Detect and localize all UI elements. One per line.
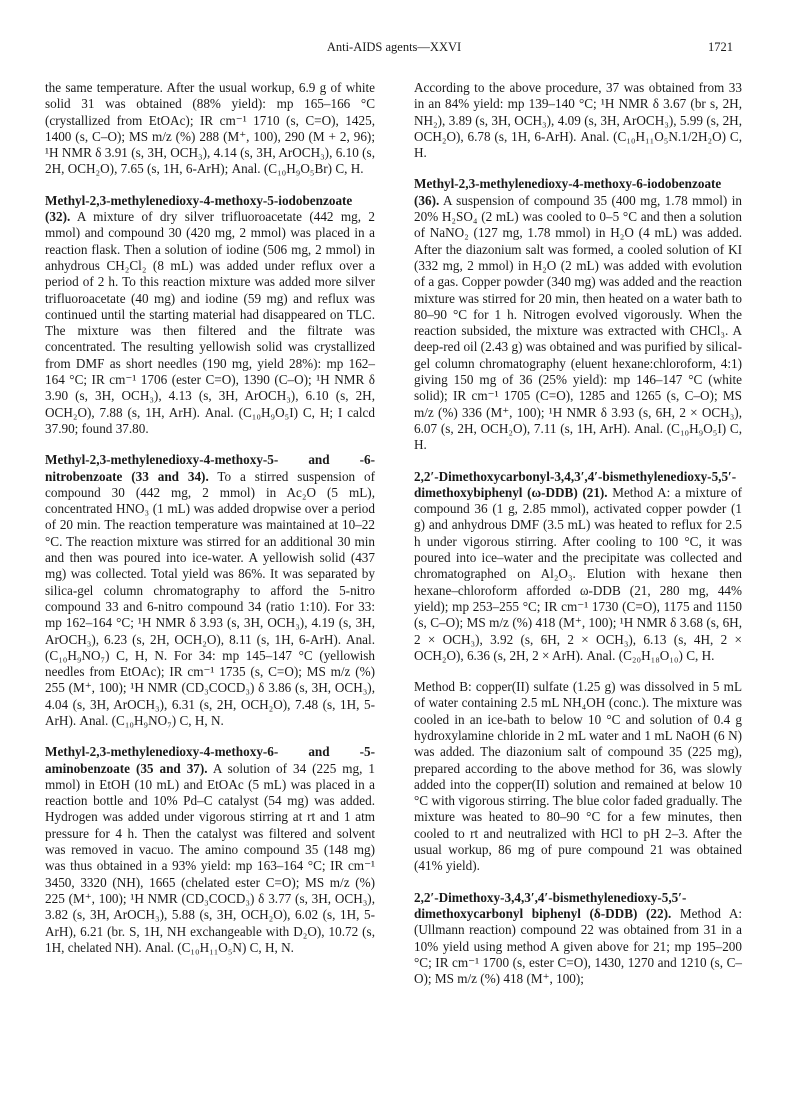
paragraph — [414, 469, 742, 665]
paragraph — [45, 744, 375, 956]
left-column — [45, 80, 375, 971]
paragraph-title: Methyl-2,3-methylenedioxy-4-methoxy-5-iodobenzoate (32). — [45, 192, 353, 225]
paragraph — [414, 679, 742, 875]
paragraph-text: According to the above procedure, 37 was obtained from 33 in an 84% yield: mp 139–140 °C; ¹H NMR δ 3.67 (br s, 2H, NH₂), 3.89 (s, 3H, OCH₃), 4.09 (s, 3H, ArOCH₃), 5.99 (s, 2H, OCH₂O), 6.78 (s, 1H, 6-ArH). Anal. (C₁₀H₁₁O₅N.1/2H₂O) C, H. — [414, 80, 742, 161]
paragraph-title: 2,2′-Dimethoxycarbonyl-3,4,3′,4′-bismethylenedioxy-5,5′-dimethoxybiphenyl (ω-DDB) (21). — [414, 468, 737, 500]
paragraph-text: Method B: copper(II) sulfate (1.25 g) was dissolved in 5 mL of water containing 2.5 mL NH₄OH (conc.). The mixture was cooled in an ice-bath to below 10 °C and solution of 0.4 g hydroxylamine chloride in 2 mL water and 1 mL NaOH (6 N) was added. The diazonium salt of compound 35 (225 mg), prepared according to the above method for 36, was slowly added into the copper(II) solution and remained at below 10 °C with vigorous stirring. The blue color faded gradually. The mixture was heated to 80–90 °C for a few minutes, then cooled to rt and neutralized with HCl to pH 2–3. After the usual workup, 86 mg of pure compound 21 was obtained (41% yield). — [414, 679, 742, 874]
paragraph — [414, 176, 742, 453]
paragraph-text: A solution of 34 (225 mg, 1 mmol) in EtOH (10 mL) and EtOAc (5 mL) was placed in a reaction bottle and 10% Pd–C catalyst (54 mg) was added. Hydrogen was added under vigorous stirring at rt and 1 atm pressure for 4 h. Then the catalyst was filtered and solvent was removed in vacuo. The amino compound 35 (148 mg) was thus obtained in a 93% yield: mp 163–164 °C; IR cm⁻¹ 3450, 3320 (NH), 1665 (chelated ester C=O); MS m/z (%) 225 (M⁺, 100); ¹H NMR (CD₃COCD₃) δ 3.77 (s, 3H, OCH₃), 3.82 (s, 3H, ArOCH₃), 5.88 (s, 3H, OCH₂O), 6.02 (s, 1H, 5-ArH), 6.21 (br. S, 1H, NH exchangeable with D₂O), 10.72 (s, 1H, chelated NH). Anal. (C₁₀H₁₁O₅N) C, H, N. — [45, 760, 375, 955]
page-number: 1721 — [708, 40, 733, 54]
paragraph-title: Methyl-2,3-methylenedioxy-4-methoxy-6- and -5-aminobenzoate (35 and 37). — [45, 744, 375, 776]
paragraph-text: A mixture of dry silver trifluoroacetate (442 mg, 2 mmol) and compound 30 (420 mg, 2 mmol) was placed in a reaction flask. Then a solution of iodine (506 mg, 2 mmol) in anhydrous CH₂Cl₂ (8 mL) was added under reflux over a period of 2 h. To this reaction mixture was added more silver trifluoroacetate (40 mg) and iodine (59 mg) and reflux was continued until the starting material had disappeared on TLC. The mixture was then filtered and the filtrate was concentrated. The resulting yellowish solid was crystallized from DMF as short needles (190 mg, yield 28%): mp 162–164 °C; IR cm⁻¹ 1706 (ester C=O), 1390 (C–O); ¹H NMR δ 3.90 (s, 3H, OCH₃), 4.13 (s, 3H, ArOCH₃), 6.10 (s, 2H, OCH₂O), 7.88 (s, 1H, ArH). Anal. (C₁₀H₉O₅I) C, H; I calcd 37.90; found 37.80. — [45, 209, 375, 436]
paragraph — [45, 80, 375, 178]
paragraph-text: A suspension of compound 35 (400 mg, 1.78 mmol) in 20% H₂SO₄ (2 mL) was cooled to 0–5 °C and then a solution of NaNO₂ (127 mg, 1.78 mmol) in H₂O (4 mL) was added. After the diazonium salt was formed, a cooled solution of KI (332 mg, 2 mmol) in H₂O (2 mL) was added with evolution of a gas. Copper powder (340 mg) was added and the reaction mixture was stirred for 20 min, then heated on a water bath to 80–90 °C for 1 h. Nitrogen evolved vigorously. When the reaction subsided, the mixture was extracted with CHCl₃. A deep-red oil (2.43 g) was obtained and was purified by silical-gel column chromatography (eluent hexane:chloroform, 4:1) giving 150 mg of 36 (25% yield): mp 146–147 °C (white solid); IR cm⁻¹ 1705 (C=O), 1285 and 1265 (s, C–O); MS m/z (%) 336 (M⁺, 100); ¹H NMR δ 3.93 (s, 6H, 2 × OCH₃), 6.07 (s, 2H, OCH₂O), 7.11 (s, 1H, ArH). Anal. (C₁₀H₉O₅I) C, H. — [414, 192, 742, 453]
paragraph-title: 2,2′-Dimethoxy-3,4,3′,4′-bismethylenedioxy-5,5′-dimethoxycarbonyl biphenyl (δ-DDB) (22). — [414, 889, 687, 921]
paragraph — [45, 193, 375, 437]
paragraph — [414, 80, 742, 161]
paragraph-text: To a stirred suspension of compound 30 (442 mg, 2 mmol) in Ac₂O (5 mL), concentrated HNO₃ (1 mL) was added dropwise over a period of 20 min. The reaction temperature was maintained at 10–22 °C. The reaction mixture was stirred for an additional 30 min and then was poured into ice-water. A yellowish solid (437 mg) was collected. Total yield was 86%. It was separated by silica-gel column chromatography to afford the 5-nitro compound 33 and 6-nitro compound 34 (ratio 1:10). For 33: mp 162–164 °C; ¹H NMR δ 3.93 (s, 3H, OCH₃), 4.19 (s, 3H, ArOCH₃), 6.23 (s, 2H, OCH₂O), 8.11 (s, 1H, 6-ArH). Anal. (C₁₀H₉NO₇) C, H, N. For 34: mp 145–147 °C (yellowish needles from EtOAc); IR cm⁻¹ 1735 (s, C=O); MS m/z (%) 255 (M⁺, 100); ¹H NMR (CD₃COCD₃) δ 3.86 (s, 3H, OCH₃), 4.04 (s, 3H, ArOCH₃), 6.31 (s, 2H, OCH₂O), 7.48 (s, 1H, 5-ArH). Anal. (C₁₀H₉NO₇) C, H, N. — [45, 468, 376, 728]
paragraph — [414, 890, 742, 988]
paragraph-text: the same temperature. After the usual workup, 6.9 g of white solid 31 was obtained (88% yield): mp 165–166 °C (crystallized from EtOAc); IR cm⁻¹ 1710 (s, C=O), 1425, 1400 (s, C–O); MS m/z (%) 288 (M⁺, 100), 290 (M + 2, 96); ¹H NMR δ 3.91 (s, 3H, OCH₃), 4.14 (s, 3H, ArOCH₃), 6.10 (s, 2H, OCH₂O), 7.65 (s, 1H, 6-ArH); Anal. (C₁₀H₉O₅Br) C, H. — [45, 80, 375, 177]
paragraph-text: Method A: a mixture of compound 36 (1 g, 2.85 mmol), activated copper powder (1 g) and anhydrous DMF (3.5 mL) was heated to reflux for 2.5 h under vigorous stirring. After cooling to 100 °C, it was poured into ice–water and the precipitate was collected and chromatographed on Al₂O₃. Elution with hexane then hexane–chloroform afforded ω-DDB (21, 280 mg, 44% yield); mp 253–255 °C; IR cm⁻¹ 1730 (C=O), 1175 and 1150 (s, C–O); MS m/z (%) 418 (M⁺, 100); ¹H NMR δ 3.68 (s, 6H, 2 × OCH₃), 3.92 (s, 6H, 2 × OCH₃), 6.13 (s, 4H, 2 × OCH₂O), 6.36 (s, 2H, 2 × ArH). Anal. (C₂₀H₁₈O₁₀) C, H. — [414, 484, 742, 663]
paragraph — [45, 452, 375, 729]
paragraph-title: Methyl-2,3-methylenedioxy-4-methoxy-5- and -6-nitrobenzoate (33 and 34). — [45, 452, 375, 484]
paragraph-text: Method A: (Ullmann reaction) compound 22 was obtained from 31 in a 10% yield using method A given above for 21; mp 195–200 °C; IR cm⁻¹ 1700 (s, ester C=O), 1430, 1270 and 1210 (s, C–O); MS m/z (%) 418 (M⁺, 100); — [414, 905, 743, 987]
right-column — [414, 80, 742, 1002]
running-title: Anti-AIDS agents—XXVI — [326, 40, 462, 54]
paragraph-title: Methyl-2,3-methylenedioxy-4-methoxy-6-iodobenzoate (36). — [414, 176, 722, 208]
running-header — [0, 40, 788, 60]
